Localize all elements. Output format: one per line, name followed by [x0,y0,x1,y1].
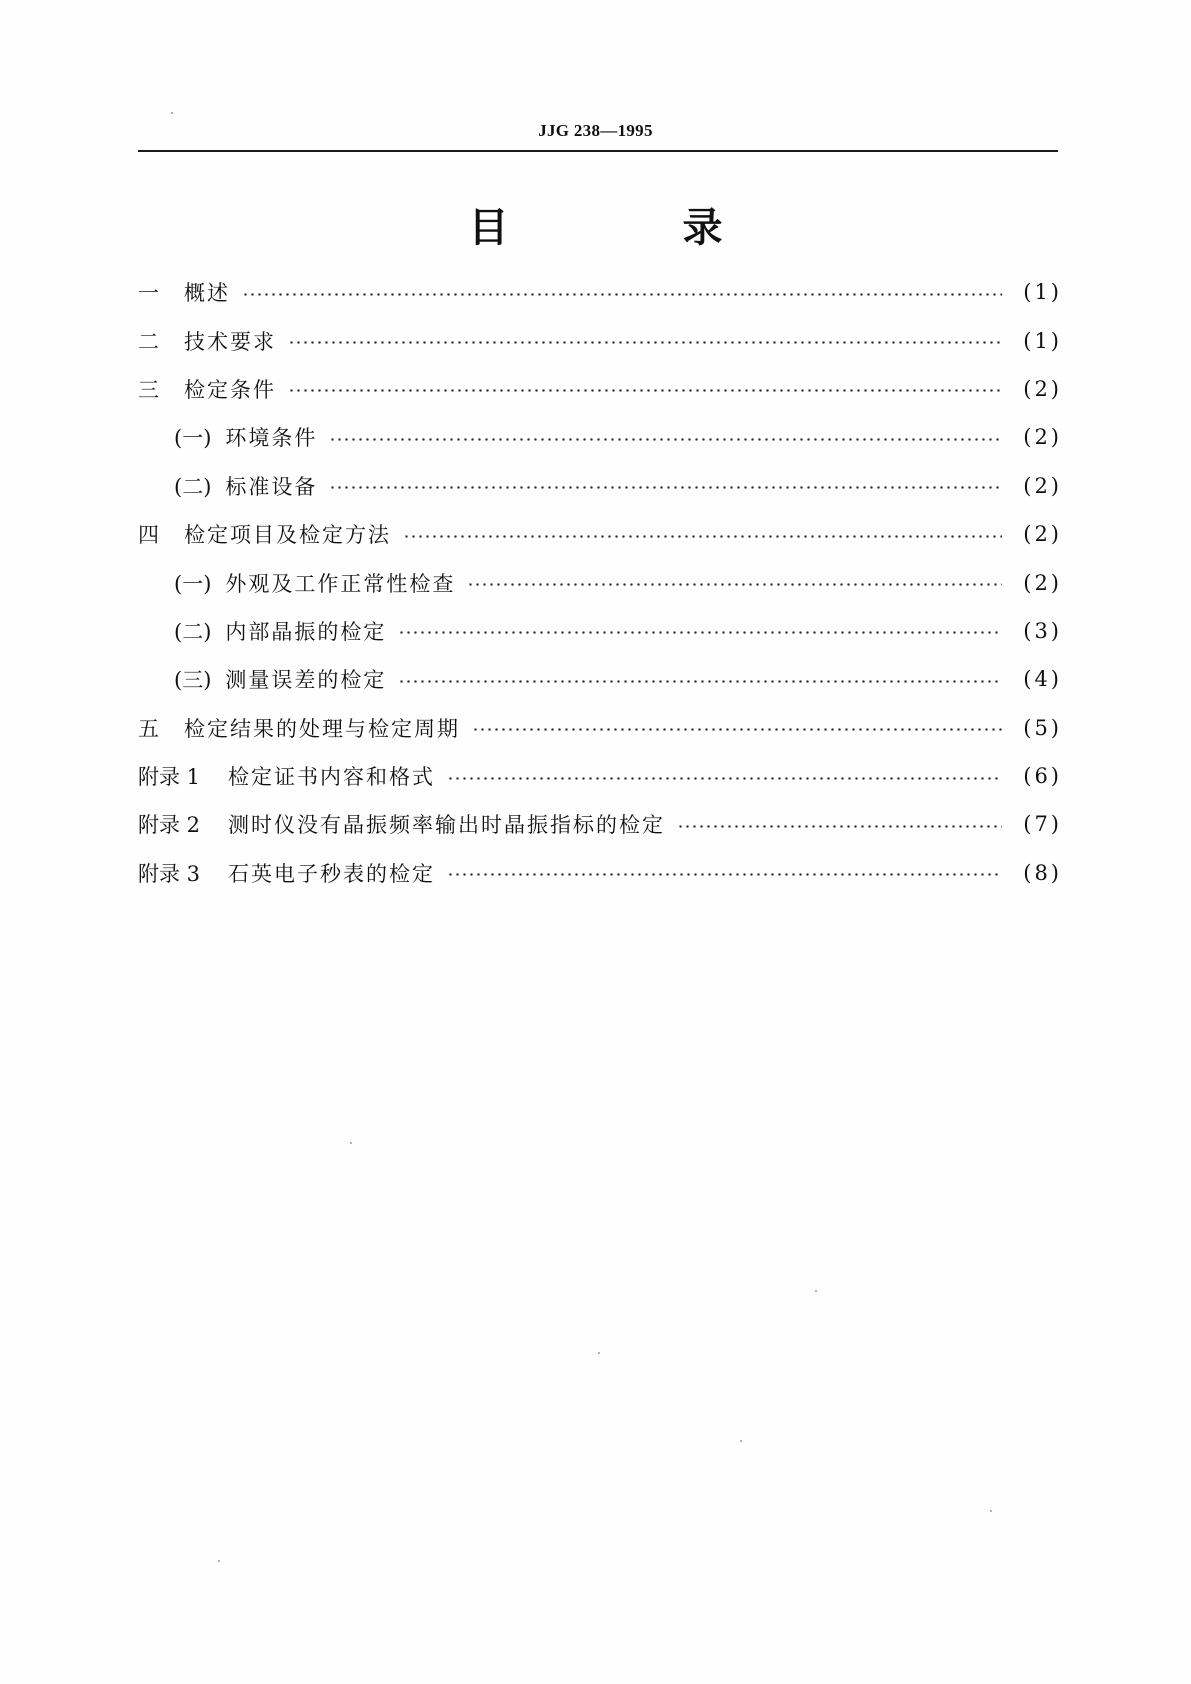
dot-leader [288,341,1002,344]
dot-leader [288,389,1002,392]
scan-speck [350,1142,352,1144]
toc-entry-number: 二 [138,329,159,354]
toc-appendix-entry[interactable] [138,849,1062,897]
scan-speck [990,1510,992,1512]
toc-title: 目 录 [468,205,803,251]
toc-entry-page: (1) [1023,280,1062,305]
toc-entry[interactable] [138,510,1062,558]
toc-subentry[interactable] [138,462,1062,510]
toc-subentry[interactable] [138,655,1062,703]
toc-entry-label: 测量误差的检定 [225,668,387,693]
toc-subentry[interactable] [138,413,1062,461]
dot-leader [398,631,1002,634]
dot-leader [242,293,1002,296]
header-rule [138,150,1058,152]
toc-entry-number: (一) [174,571,212,596]
scan-speck [815,1290,817,1292]
toc-appendix-entry[interactable] [138,800,1062,848]
standard-code-header: JJG 238—1995 [538,121,653,140]
scan-speck [598,1352,600,1354]
toc-entry-number: (二) [174,474,212,499]
dot-leader [403,535,1002,538]
toc-entry-number: 四 [138,523,159,548]
toc-entry-page: (2) [1023,376,1062,401]
dot-leader [329,486,1002,489]
toc-entry-page: (5) [1023,715,1062,740]
toc-entry-page: (2) [1023,570,1062,595]
toc-entry-label: 检定条件 [184,377,276,402]
toc-entry-page: (6) [1023,764,1062,789]
dot-leader [447,777,1002,780]
toc-entry-number: 一 [138,281,159,306]
dot-leader [329,438,1002,441]
toc-entry-number: 附录 1 [138,765,201,790]
toc-entry-number: 附录 2 [138,813,201,838]
toc-entry-label: 内部晶振的检定 [225,619,387,644]
toc-entry-number: 五 [138,716,159,741]
toc-entry[interactable] [138,704,1062,752]
toc-subentry[interactable] [138,558,1062,606]
toc-entry-label: 外观及工作正常性检查 [225,571,456,596]
toc-entry-page: (2) [1023,522,1062,547]
toc-entry-label: 检定项目及检定方法 [184,523,391,548]
toc-entry-page: (3) [1023,618,1062,643]
toc-entry-label: 检定结果的处理与检定周期 [184,716,460,741]
dot-leader [467,583,1002,586]
dot-leader [472,728,1002,731]
toc-entry-number: 附录 3 [138,861,201,886]
toc-entry-page: (2) [1023,425,1062,450]
table-of-contents [138,268,1062,897]
toc-entry-label: 标准设备 [225,474,318,499]
dot-leader [447,873,1002,876]
toc-entry-number: 三 [138,377,159,402]
toc-entry-label: 环境条件 [225,426,318,451]
toc-entry-number: (二) [174,619,212,644]
toc-entry-page: (8) [1023,860,1062,885]
toc-entry-number: (一) [174,426,212,451]
toc-entry-page: (2) [1023,473,1062,498]
dot-leader [677,825,1002,828]
dot-leader [398,680,1002,683]
toc-appendix-entry[interactable] [138,752,1062,800]
toc-entry-page: (4) [1023,667,1062,692]
toc-entry-label: 测时仪没有晶振频率输出时晶振指标的检定 [228,813,665,838]
scan-speck [740,1440,742,1442]
toc-entry-label: 检定证书内容和格式 [228,765,435,790]
toc-entry[interactable] [138,268,1062,316]
toc-entry-label: 技术要求 [184,329,276,354]
scan-speck [218,1560,220,1562]
toc-entry[interactable] [138,365,1062,413]
toc-entry-page: (1) [1023,328,1062,353]
toc-subentry[interactable] [138,607,1062,655]
toc-entry[interactable] [138,316,1062,364]
toc-entry-page: (7) [1023,812,1062,837]
toc-entry-label: 概述 [184,281,230,306]
scan-speck [171,112,173,114]
toc-entry-number: (三) [174,668,212,693]
toc-entry-label: 石英电子秒表的检定 [228,861,435,886]
